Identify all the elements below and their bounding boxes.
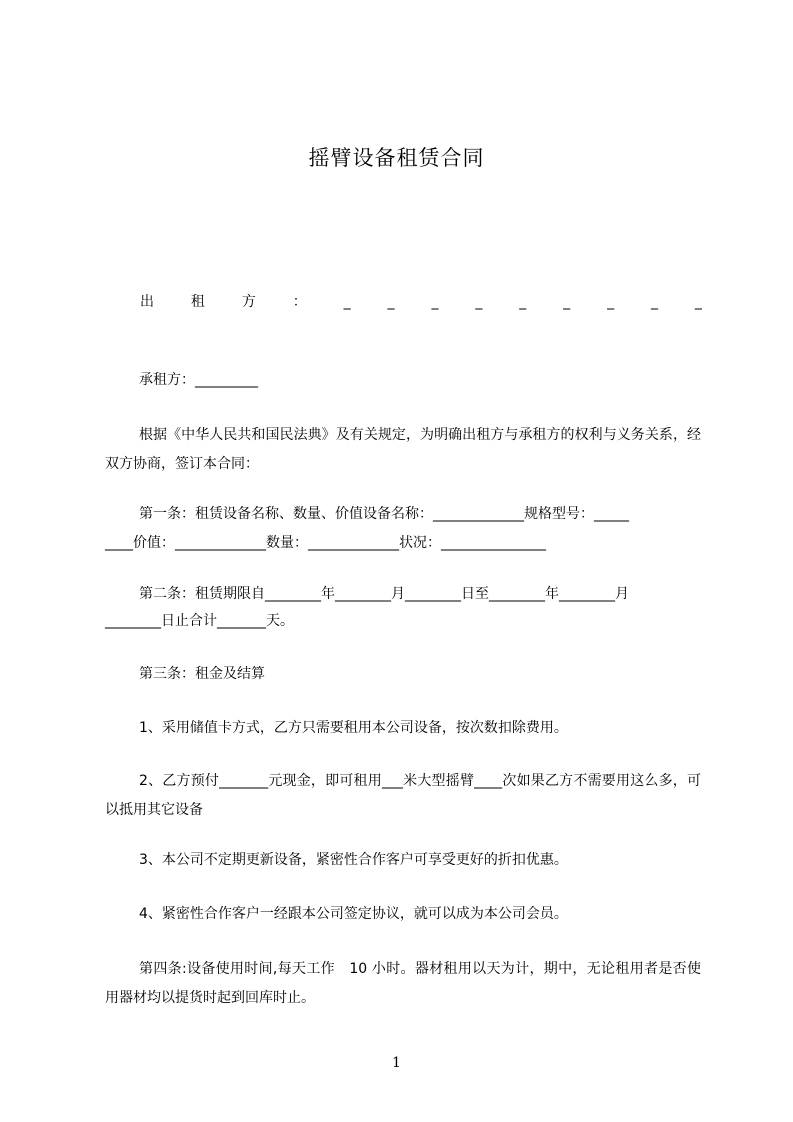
lessor-blank: _ (607, 294, 615, 310)
article-4-paragraph: 第四条:设备使用时间,每天工作 10 小时。器材租用以天为计，期中，无论租用者是否使用器材均以提货时起到回库时止。 (105, 961, 701, 1006)
document-title: 摇臂设备租赁合同 (308, 146, 485, 170)
lessor-blank: _ (343, 294, 351, 310)
intro-paragraph: 根据《中华人民共和国民法典》及有关规定，为明确出租方与承租方的权利与义务关系，经双方协商，签订本合同： (105, 427, 701, 472)
lessor-blank: _ (475, 294, 483, 310)
lessor-char: ： (292, 294, 307, 310)
lessor-blank: _ (694, 294, 702, 310)
article-3-item-1: 1、采用储值卡方式，乙方只需要租用本公司设备，按次数扣除费用。 (139, 720, 568, 736)
lessor-line (140, 290, 702, 314)
article-3-item-4: 4、紧密性合作客户一经跟本公司签定协议，就可以成为本公司会员。 (139, 906, 568, 922)
lessor-char: 租 (190, 294, 205, 310)
article-2-line-2: ________日止合计_______天。 (105, 613, 294, 629)
lessor-blank: _ (650, 294, 658, 310)
lessor-char: 方 (241, 294, 256, 310)
article-1-line-2: ____价值：_____________数量：_____________状况：_______________ (105, 535, 546, 551)
lessor-char: 出 (140, 294, 154, 310)
article-3-item-2: 2、乙方预付_______元现金，即可租用___米大型摇臂____次如果乙方不需要用这么多，可以抵用其它设备 (105, 773, 701, 818)
article-1-line-1: 第一条：租赁设备名称、数量、价值设备名称：_____________规格型号：_____ (139, 506, 629, 522)
lessor-blank: _ (387, 294, 395, 310)
page-number: 1 (392, 1055, 401, 1071)
article-3-item-3: 3、本公司不定期更新设备，紧密性合作客户可享受更好的折扣优惠。 (139, 852, 568, 868)
lessor-blank: _ (519, 294, 527, 310)
article-3-heading: 第三条：租金及结算 (139, 666, 265, 682)
lessee-line: 承租方：_________ (139, 372, 258, 388)
lessor-blank: _ (431, 294, 439, 310)
article-2-line-1: 第二条：租赁期限自________年________月________日至________年________月 (139, 586, 629, 602)
lessor-blank: _ (563, 294, 571, 310)
